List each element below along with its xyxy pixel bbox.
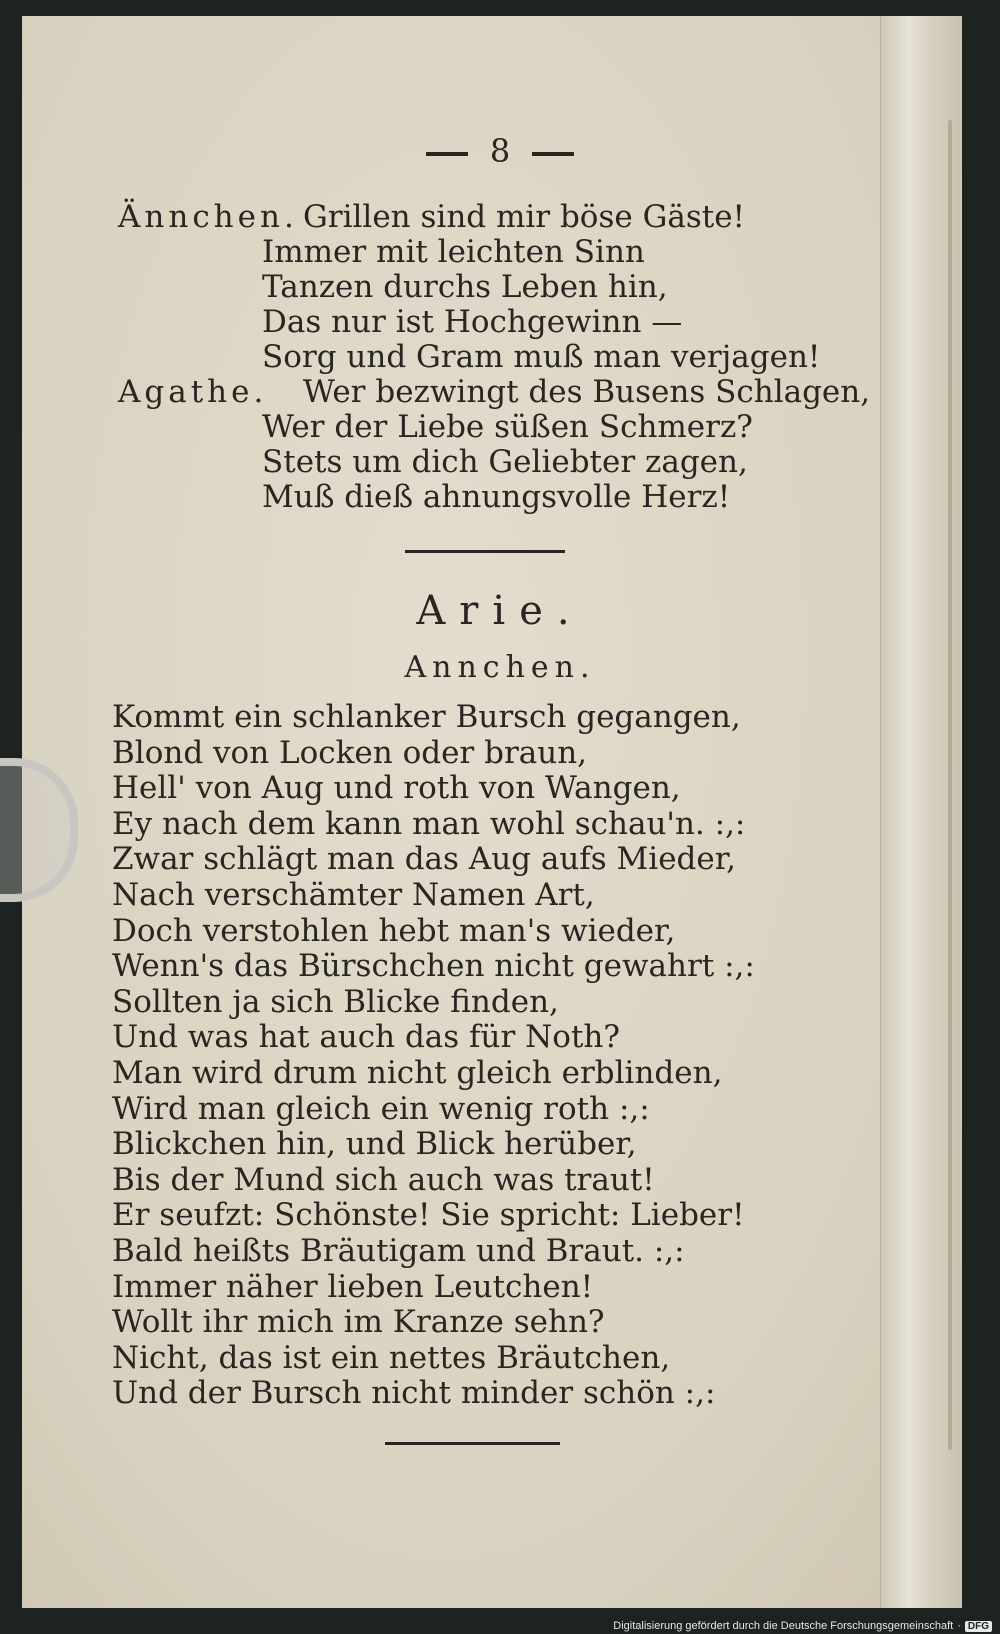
dash-right: [532, 152, 574, 156]
verse-line: Blond von Locken oder braun,: [112, 734, 588, 771]
digitization-footer: Digitalisierung gefördert durch die Deutsche Forschungsgemeinschaft · DFG: [613, 1620, 992, 1632]
dash-left: [426, 152, 468, 156]
verse-line: Hell' von Aug und roth von Wangen,: [112, 770, 681, 807]
verse-line: Sorg und Gram muß man verjagen!: [262, 339, 821, 375]
verse-line: Muß dieß ahnungsvolle Herz!: [262, 479, 731, 515]
verse-line: Immer näher lieben Leutchen!: [112, 1268, 594, 1305]
verse-line: Das nur ist Hochgewinn —: [262, 304, 683, 340]
verse-line: Immer mit leichten Sinn: [262, 234, 645, 270]
verse-line: Stets um dich Geliebter zagen,: [262, 444, 748, 480]
verse-line: Nach verschämter Namen Art,: [112, 876, 595, 913]
verse-line: Doch verstohlen hebt man's wieder,: [112, 912, 676, 949]
verse-line: Sollten ja sich Blicke finden,: [112, 983, 559, 1020]
verse-line: Wenn's das Bürschchen nicht gewahrt :,:: [112, 948, 755, 985]
verse-line: Bis der Mund sich auch was traut!: [112, 1161, 655, 1198]
dialogue-line: [118, 200, 870, 235]
verse-line: Wollt ihr mich im Kranze sehn?: [112, 1304, 605, 1341]
verse-line: Bald heißts Bräutigam und Braut. :,:: [112, 1232, 685, 1269]
verse-line: Wird man gleich ein wenig roth :,:: [112, 1090, 650, 1127]
verse-line: Man wird drum nicht gleich erblinden,: [112, 1054, 723, 1091]
page-number-header: [0, 132, 1000, 170]
verse-line: Wer bezwingt des Busens Schlagen,: [303, 374, 871, 410]
verse-line: Nicht, das ist ein nettes Bräutchen,: [112, 1339, 671, 1376]
speaker-name: Agathe.: [118, 374, 268, 410]
aria-verses: [112, 700, 755, 1412]
dialogue-line: [118, 375, 870, 410]
aria-title: Arie.: [416, 588, 584, 634]
page-number: 8: [489, 132, 511, 170]
verse-line: Und der Bursch nicht minder schön :,:: [112, 1375, 716, 1412]
verse-line: Ey nach dem kann man wohl schau'n. :,:: [112, 805, 746, 842]
end-divider: [385, 1442, 560, 1445]
verse-line: Zwar schlägt man das Aug aufs Mieder,: [112, 841, 736, 878]
dialogue-block: [118, 200, 870, 515]
speaker-name: Ännchen.: [118, 199, 298, 235]
verse-line: Kommt ein schlanker Bursch gegangen,: [112, 699, 741, 735]
verse-line: Grillen sind mir böse Gäste!: [303, 199, 745, 235]
aria-speaker: Annchen.: [404, 650, 596, 685]
verse-line: Und was hat auch das für Noth?: [112, 1019, 620, 1056]
section-divider: [405, 550, 565, 553]
dfg-logo: DFG: [965, 1621, 992, 1632]
binding-line: [948, 120, 952, 1450]
verse-line: Wer der Liebe süßen Schmerz?: [262, 409, 753, 445]
footer-credit: Digitalisierung gefördert durch die Deutsche Forschungsgemeinschaft: [613, 1620, 954, 1632]
verse-line: Blickchen hin, und Blick herüber,: [112, 1126, 637, 1163]
verse-line: Tanzen durchs Leben hin,: [262, 269, 668, 305]
verse-line: Er seufzt: Schönste! Sie spricht: Lieber!: [112, 1197, 745, 1234]
